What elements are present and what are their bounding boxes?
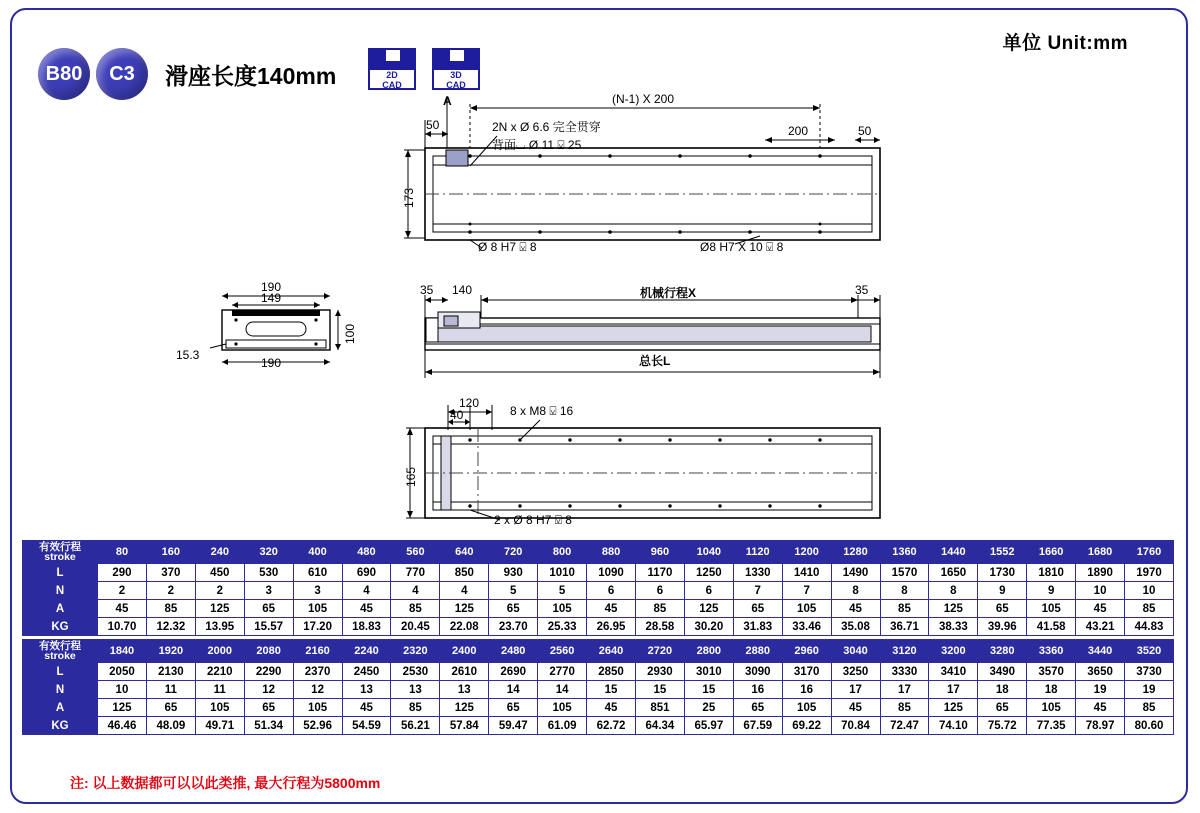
cell-stroke: 2640: [587, 640, 636, 663]
row-header-stroke-en: stroke: [44, 650, 76, 662]
cell-l: 690: [342, 564, 391, 582]
cell-kg: 33.46: [782, 618, 831, 636]
cell-stroke: 960: [635, 541, 684, 564]
cell-stroke: 3440: [1076, 640, 1125, 663]
cell-l: 3250: [831, 663, 880, 681]
cell-a: 85: [635, 600, 684, 618]
cell-kg: 22.08: [440, 618, 489, 636]
cell-n: 10: [1076, 582, 1125, 600]
cell-a: 65: [146, 699, 195, 717]
cell-kg: 36.71: [880, 618, 929, 636]
table-row-N-2: [23, 681, 1174, 699]
table-row-A-1: [23, 600, 1174, 618]
cell-n: 3: [293, 582, 342, 600]
label-mechanical-stroke: 机械行程X: [640, 286, 697, 300]
row-header-stroke-en: stroke: [44, 551, 76, 563]
cell-l: 1970: [1125, 564, 1174, 582]
cell-stroke: 800: [538, 541, 587, 564]
table-row-L-1: [23, 564, 1174, 582]
cell-kg: 23.70: [489, 618, 538, 636]
cell-stroke: 1552: [978, 541, 1027, 564]
cell-l: 3090: [733, 663, 782, 681]
cell-kg: 43.21: [1076, 618, 1125, 636]
table-row-A-2: [23, 699, 1174, 717]
cell-a: 85: [391, 699, 440, 717]
cell-stroke: 2320: [391, 640, 440, 663]
cell-n: 19: [1125, 681, 1174, 699]
cell-stroke: 1680: [1076, 541, 1125, 564]
cell-stroke: 2160: [293, 640, 342, 663]
cell-n: 14: [489, 681, 538, 699]
cell-stroke: 1120: [733, 541, 782, 564]
dim-190-bottom: 190: [261, 356, 282, 370]
cell-a: 65: [244, 600, 293, 618]
cell-n: 4: [391, 582, 440, 600]
cell-n: 16: [733, 681, 782, 699]
dim-50-right: 50: [858, 124, 872, 138]
cell-n: 13: [391, 681, 440, 699]
cell-l: 2130: [146, 663, 195, 681]
cell-stroke: 3040: [831, 640, 880, 663]
table-row-N-1: [23, 582, 1174, 600]
cad-3d-label-1: 3D: [450, 70, 462, 80]
cell-n: 9: [1027, 582, 1076, 600]
cell-kg: 69.22: [782, 717, 831, 735]
row-header-a: A: [23, 699, 98, 717]
dim-50-left: 50: [426, 118, 440, 132]
table-row-stroke-1: [23, 541, 1174, 564]
row-header-n: N: [23, 681, 98, 699]
cell-l: 770: [391, 564, 440, 582]
cell-kg: 17.20: [293, 618, 342, 636]
dim-190-top: 190: [261, 280, 282, 294]
dim-200: 200: [788, 124, 809, 138]
table-row-L-2: [23, 663, 1174, 681]
cell-a: 65: [489, 699, 538, 717]
cell-l: 2370: [293, 663, 342, 681]
cell-a: 105: [1027, 699, 1076, 717]
row-header-a: A: [23, 600, 98, 618]
cell-a: 85: [880, 600, 929, 618]
cell-l: 610: [293, 564, 342, 582]
cell-n: 4: [342, 582, 391, 600]
cell-kg: 70.84: [831, 717, 880, 735]
cell-stroke: 160: [146, 541, 195, 564]
note-dowel-right: Ø8 H7 X 10 ⍌ 8: [700, 240, 784, 254]
cell-kg: 67.59: [733, 717, 782, 735]
cell-stroke: 640: [440, 541, 489, 564]
cell-a: 85: [1125, 600, 1174, 618]
cell-kg: 54.59: [342, 717, 391, 735]
cell-l: 2850: [587, 663, 636, 681]
cell-kg: 13.95: [195, 618, 244, 636]
cell-n: 18: [1027, 681, 1076, 699]
cell-l: 2610: [440, 663, 489, 681]
row-header-stroke-cn: 有效行程: [39, 640, 81, 652]
cell-kg: 39.96: [978, 618, 1027, 636]
dim-173: 173: [402, 187, 416, 208]
cell-stroke: 240: [195, 541, 244, 564]
cell-a: 45: [1076, 600, 1125, 618]
cell-n: 11: [195, 681, 244, 699]
cell-stroke: 3520: [1125, 640, 1174, 663]
cell-kg: 31.83: [733, 618, 782, 636]
cell-kg: 44.83: [1125, 618, 1174, 636]
cell-stroke: 400: [293, 541, 342, 564]
cell-kg: 48.09: [146, 717, 195, 735]
cell-n: 17: [880, 681, 929, 699]
cell-kg: 46.46: [98, 717, 147, 735]
table-row-stroke-2: [23, 640, 1174, 663]
cell-n: 7: [782, 582, 831, 600]
cell-a: 65: [733, 699, 782, 717]
cell-l: 370: [146, 564, 195, 582]
footnote-max-stroke: 注: 以上数据都可以以此类推, 最大行程为5800mm: [70, 775, 381, 791]
cell-l: 930: [489, 564, 538, 582]
cell-a: 105: [1027, 600, 1076, 618]
cell-l: 1890: [1076, 564, 1125, 582]
cell-n: 6: [635, 582, 684, 600]
cell-l: 1730: [978, 564, 1027, 582]
cell-kg: 57.84: [440, 717, 489, 735]
cell-kg: 18.83: [342, 618, 391, 636]
row-header-stroke-cn: 有效行程: [39, 541, 81, 553]
cell-a: 85: [880, 699, 929, 717]
cell-stroke: 1200: [782, 541, 831, 564]
row-header-n: N: [23, 582, 98, 600]
dim-140: 140: [452, 283, 473, 297]
cell-l: 3730: [1125, 663, 1174, 681]
cell-kg: 10.70: [98, 618, 147, 636]
cell-l: 2690: [489, 663, 538, 681]
cell-kg: 41.58: [1027, 618, 1076, 636]
cell-a: 65: [733, 600, 782, 618]
cell-l: 3330: [880, 663, 929, 681]
cell-stroke: 1840: [98, 640, 147, 663]
cell-n: 2: [98, 582, 147, 600]
cell-kg: 20.45: [391, 618, 440, 636]
note-back-counterbore: 背面⌴ Ø 11 ⍌ 25: [492, 138, 582, 152]
cell-kg: 49.71: [195, 717, 244, 735]
cell-n: 16: [782, 681, 831, 699]
cell-stroke: 1920: [146, 640, 195, 663]
cell-a: 105: [538, 600, 587, 618]
cell-stroke: 80: [98, 541, 147, 564]
cell-a: 125: [195, 600, 244, 618]
model-badge-c3: C3: [96, 48, 148, 100]
cell-l: 2290: [244, 663, 293, 681]
cell-n: 15: [684, 681, 733, 699]
cell-stroke: 1040: [684, 541, 733, 564]
cell-a: 65: [244, 699, 293, 717]
cell-a: 105: [782, 600, 831, 618]
cell-n: 9: [978, 582, 1027, 600]
cell-kg: 26.95: [587, 618, 636, 636]
cell-kg: 61.09: [538, 717, 587, 735]
cell-l: 290: [98, 564, 147, 582]
spec-table-block-1: [22, 540, 1174, 636]
cell-kg: 59.47: [489, 717, 538, 735]
cell-a: 45: [1076, 699, 1125, 717]
cell-l: 2050: [98, 663, 147, 681]
cell-n: 3: [244, 582, 293, 600]
cell-n: 6: [587, 582, 636, 600]
cell-stroke: 2400: [440, 640, 489, 663]
cell-stroke: 3200: [929, 640, 978, 663]
section-mark-a: A: [443, 94, 452, 108]
cell-stroke: 3280: [978, 640, 1027, 663]
cell-a: 45: [98, 600, 147, 618]
row-header-l: L: [23, 663, 98, 681]
slider-length-label: 滑座长度140mm: [165, 63, 337, 89]
model-badge-b80: B80: [38, 48, 90, 100]
cell-a: 85: [391, 600, 440, 618]
cell-kg: 38.33: [929, 618, 978, 636]
cell-n: 15: [587, 681, 636, 699]
cell-kg: 15.57: [244, 618, 293, 636]
cell-a: 105: [782, 699, 831, 717]
cell-kg: 25.33: [538, 618, 587, 636]
note-dowel-left: Ø 8 H7 ⍌ 8: [478, 240, 537, 254]
cell-n: 13: [342, 681, 391, 699]
row-header-stroke: [23, 640, 98, 663]
cell-kg: 78.97: [1076, 717, 1125, 735]
cell-l: 850: [440, 564, 489, 582]
cell-a: 125: [98, 699, 147, 717]
cell-stroke: 480: [342, 541, 391, 564]
cell-n: 5: [489, 582, 538, 600]
note-dowel-bottom: 2 x Ø 8 H7 ⍌ 8: [494, 513, 572, 527]
cell-a: 85: [1125, 699, 1174, 717]
cell-kg: 12.32: [146, 618, 195, 636]
cell-l: 1810: [1027, 564, 1076, 582]
dim-100: 100: [343, 323, 357, 344]
cell-stroke: 1360: [880, 541, 929, 564]
cell-l: 1170: [635, 564, 684, 582]
cell-stroke: 3120: [880, 640, 929, 663]
cell-stroke: 2080: [244, 640, 293, 663]
cell-l: 530: [244, 564, 293, 582]
unit-label: 单位 Unit:mm: [1002, 33, 1128, 54]
cell-kg: 72.47: [880, 717, 929, 735]
cell-stroke: 880: [587, 541, 636, 564]
cell-a: 45: [831, 600, 880, 618]
cell-kg: 75.72: [978, 717, 1027, 735]
dim-n1x200: (N-1) X 200: [612, 92, 675, 106]
cell-kg: 51.34: [244, 717, 293, 735]
cell-l: 450: [195, 564, 244, 582]
cell-stroke: 560: [391, 541, 440, 564]
note-through-holes: 2N x Ø 6.6 完全贯穿: [492, 120, 601, 134]
cell-stroke: 2960: [782, 640, 831, 663]
cell-a: 45: [342, 600, 391, 618]
cell-kg: 28.58: [635, 618, 684, 636]
cell-l: 3410: [929, 663, 978, 681]
dim-35-right: 35: [855, 283, 869, 297]
cell-n: 7: [733, 582, 782, 600]
cell-l: 1250: [684, 564, 733, 582]
table-row-KG-1: [23, 618, 1174, 636]
cell-a: 45: [342, 699, 391, 717]
dim-15-3: 15.3: [176, 348, 200, 362]
cell-stroke: 1660: [1027, 541, 1076, 564]
cell-n: 8: [880, 582, 929, 600]
cell-l: 3490: [978, 663, 1027, 681]
cell-kg: 56.21: [391, 717, 440, 735]
cell-l: 1410: [782, 564, 831, 582]
cell-a: 65: [978, 600, 1027, 618]
cell-n: 17: [831, 681, 880, 699]
cell-a: 45: [587, 600, 636, 618]
cell-stroke: 320: [244, 541, 293, 564]
cell-a: 125: [684, 600, 733, 618]
cell-a: 65: [978, 699, 1027, 717]
cell-l: 3170: [782, 663, 831, 681]
cell-n: 5: [538, 582, 587, 600]
dim-35-left: 35: [420, 283, 434, 297]
table-row-KG-2: [23, 717, 1174, 735]
cell-n: 10: [98, 681, 147, 699]
cell-a: 65: [489, 600, 538, 618]
cell-n: 11: [146, 681, 195, 699]
cell-l: 1090: [587, 564, 636, 582]
cell-l: 3570: [1027, 663, 1076, 681]
cell-kg: 74.10: [929, 717, 978, 735]
cell-l: 1650: [929, 564, 978, 582]
cell-n: 13: [440, 681, 489, 699]
cell-l: 3650: [1076, 663, 1125, 681]
cell-n: 2: [146, 582, 195, 600]
cell-stroke: 720: [489, 541, 538, 564]
cell-n: 2: [195, 582, 244, 600]
cell-stroke: 2720: [635, 640, 684, 663]
cell-l: 1010: [538, 564, 587, 582]
dim-149: 149: [261, 291, 282, 305]
cell-n: 15: [635, 681, 684, 699]
cell-kg: 65.97: [684, 717, 733, 735]
cell-l: 2930: [635, 663, 684, 681]
cell-l: 1330: [733, 564, 782, 582]
cell-stroke: 1280: [831, 541, 880, 564]
label-total-length: 总长L: [639, 354, 671, 368]
cell-stroke: 2480: [489, 640, 538, 663]
cell-l: 2210: [195, 663, 244, 681]
cell-n: 12: [293, 681, 342, 699]
cell-stroke: 1440: [929, 541, 978, 564]
cell-l: 1490: [831, 564, 880, 582]
cell-a: 125: [929, 699, 978, 717]
cell-a: 25: [684, 699, 733, 717]
cell-a: 85: [146, 600, 195, 618]
cell-stroke: 2800: [684, 640, 733, 663]
cell-a: 125: [440, 600, 489, 618]
cell-a: 105: [293, 600, 342, 618]
cell-l: 3010: [684, 663, 733, 681]
specification-table: [22, 540, 1174, 735]
cell-kg: 62.72: [587, 717, 636, 735]
dim-40: 40: [450, 408, 464, 422]
cell-kg: 80.60: [1125, 717, 1174, 735]
cell-n: 4: [440, 582, 489, 600]
cell-n: 10: [1125, 582, 1174, 600]
cad-2d-label-2: CAD: [382, 80, 402, 90]
cell-n: 19: [1076, 681, 1125, 699]
cell-l: 2450: [342, 663, 391, 681]
cell-stroke: 3360: [1027, 640, 1076, 663]
cell-kg: 52.96: [293, 717, 342, 735]
dim-165: 165: [404, 466, 418, 487]
cell-n: 12: [244, 681, 293, 699]
cell-n: 8: [929, 582, 978, 600]
note-m8-tap: 8 x M8 ⍌ 16: [510, 404, 574, 418]
cell-a: 45: [587, 699, 636, 717]
cell-a: 105: [195, 699, 244, 717]
cell-a: 105: [538, 699, 587, 717]
cell-n: 18: [978, 681, 1027, 699]
cell-kg: 64.34: [635, 717, 684, 735]
spec-table-block-2: [22, 639, 1174, 735]
cell-kg: 30.20: [684, 618, 733, 636]
cell-kg: 77.35: [1027, 717, 1076, 735]
row-header-l: L: [23, 564, 98, 582]
cell-a: 125: [929, 600, 978, 618]
cell-l: 2770: [538, 663, 587, 681]
cell-stroke: 2880: [733, 640, 782, 663]
cell-n: 6: [684, 582, 733, 600]
cell-n: 17: [929, 681, 978, 699]
cad-2d-label-1: 2D: [386, 70, 398, 80]
cell-l: 2530: [391, 663, 440, 681]
dim-120: 120: [459, 396, 480, 410]
cell-stroke: 2240: [342, 640, 391, 663]
cell-stroke: 1760: [1125, 541, 1174, 564]
cell-kg: 35.08: [831, 618, 880, 636]
cell-stroke: 2560: [538, 640, 587, 663]
row-header-kg: KG: [23, 717, 98, 735]
row-header-stroke: [23, 541, 98, 564]
row-header-kg: KG: [23, 618, 98, 636]
cell-n: 14: [538, 681, 587, 699]
cell-l: 1570: [880, 564, 929, 582]
cell-n: 8: [831, 582, 880, 600]
cell-a: 105: [293, 699, 342, 717]
cell-stroke: 2000: [195, 640, 244, 663]
cell-a: 125: [440, 699, 489, 717]
cad-3d-label-2: CAD: [446, 80, 466, 90]
cell-a: 45: [831, 699, 880, 717]
cell-a: 851: [635, 699, 684, 717]
